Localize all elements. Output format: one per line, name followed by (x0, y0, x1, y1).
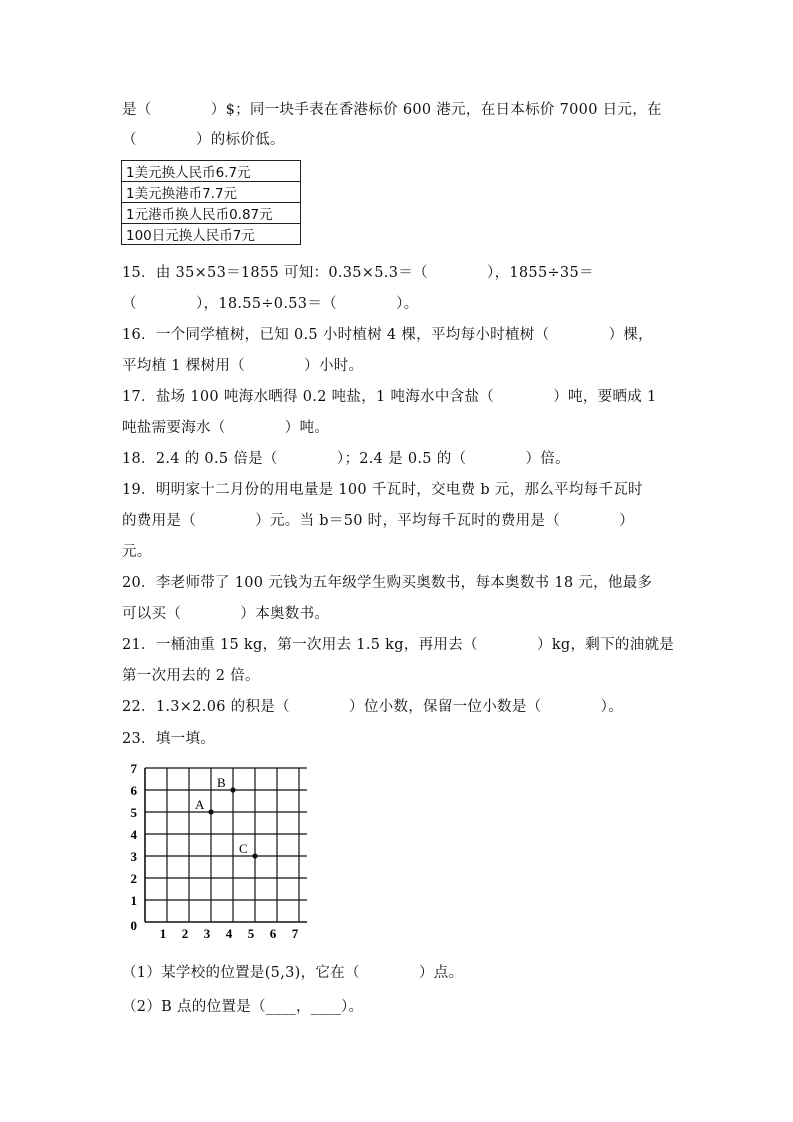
point-a (208, 809, 213, 814)
q19-line2: 的费用是（ ）元。当 b＝50 时，平均每千瓦时的费用是（ ） (122, 513, 635, 529)
q15-line2: （ ），18.55÷0.53＝（ ）。 (122, 296, 419, 312)
q18-line1: 18．2.4 的 0.5 倍是（ ）；2.4 是 0.5 的（ ）倍。 (122, 451, 570, 467)
coordinate-grid (118, 752, 318, 944)
y-tick-label: 1 (130, 893, 137, 908)
q17-line1: 17．盐场 100 吨海水晒得 0.2 吨盐，1 吨海水中含盐（ ）吨，要晒成 1 (122, 389, 657, 405)
q21-line1: 21．一桶油重 15 kg，第一次用去 1.5 kg，再用去（ ）kg，剩下的油就是 (122, 637, 675, 653)
x-tick-label: 4 (225, 926, 233, 941)
x-tick-label: 6 (269, 926, 277, 941)
origin-label: 0 (130, 918, 137, 933)
x-tick-label: 2 (181, 926, 189, 941)
q22-line1: 22．1.3×2.06 的积是（ ）位小数，保留一位小数是（ ）。 (122, 699, 624, 715)
q20-line1: 20．李老师带了 100 元钱为五年级学生购买奥数书，每本奥数书 18 元，他最多 (122, 575, 653, 591)
point-label-a: A (195, 797, 205, 812)
rate-row: 1美元换人民币6.7元 (122, 161, 301, 182)
q19-line3: 元。 (122, 544, 152, 560)
y-tick-label: 2 (130, 871, 137, 886)
point-c (252, 853, 257, 858)
q14-line2: （ ）的标价低。 (122, 132, 285, 148)
x-tick-label: 1 (159, 926, 167, 941)
q15-line1: 15．由 35×53＝1855 可知：0.35×5.3＝（ ），1855÷35＝ (122, 265, 594, 281)
point-label-c: C (239, 841, 248, 856)
q19-line1: 19．明明家十二月份的用电量是 100 千瓦时，交电费 b 元，那么平均每千瓦时 (122, 482, 643, 498)
y-tick-label: 7 (130, 761, 137, 776)
q23-title: 23．填一填。 (122, 731, 216, 747)
q20-line2: 可以买（ ）本奥数书。 (122, 606, 330, 622)
y-tick-label: 5 (130, 805, 137, 820)
q23-sub2: （2）B 点的位置是（____，____）。 (122, 999, 364, 1015)
x-tick-label: 3 (203, 926, 211, 941)
q14-line1: 是（ ）$；同一块手表在香港标价 600 港元，在日本标价 7000 日元，在 (122, 102, 662, 118)
rate-row: 1美元换港币7.7元 (122, 182, 301, 203)
y-tick-label: 6 (130, 783, 137, 798)
y-tick-label: 3 (130, 849, 137, 864)
q17-line2: 吨盐需要海水（ ）吨。 (122, 420, 330, 436)
rate-row: 1元港币换人民币0.87元 (122, 203, 301, 224)
exchange-rate-table (121, 160, 301, 245)
point-b (230, 787, 235, 792)
q16-line1: 16．一个同学植树，已知 0.5 小时植树 4 棵，平均每小时植树（ ）棵， (122, 327, 653, 343)
x-tick-label: 7 (291, 926, 299, 941)
point-label-b: B (217, 775, 226, 790)
x-tick-label: 5 (247, 926, 255, 941)
rate-row: 100日元换人民币7元 (122, 224, 301, 245)
q16-line2: 平均植 1 棵树用（ ）小时。 (122, 358, 364, 374)
q23-sub1: （1）某学校的位置是(5,3)，它在（ ）点。 (122, 965, 464, 981)
q21-line2: 第一次用去的 2 倍。 (122, 668, 260, 684)
y-tick-label: 4 (130, 827, 137, 842)
